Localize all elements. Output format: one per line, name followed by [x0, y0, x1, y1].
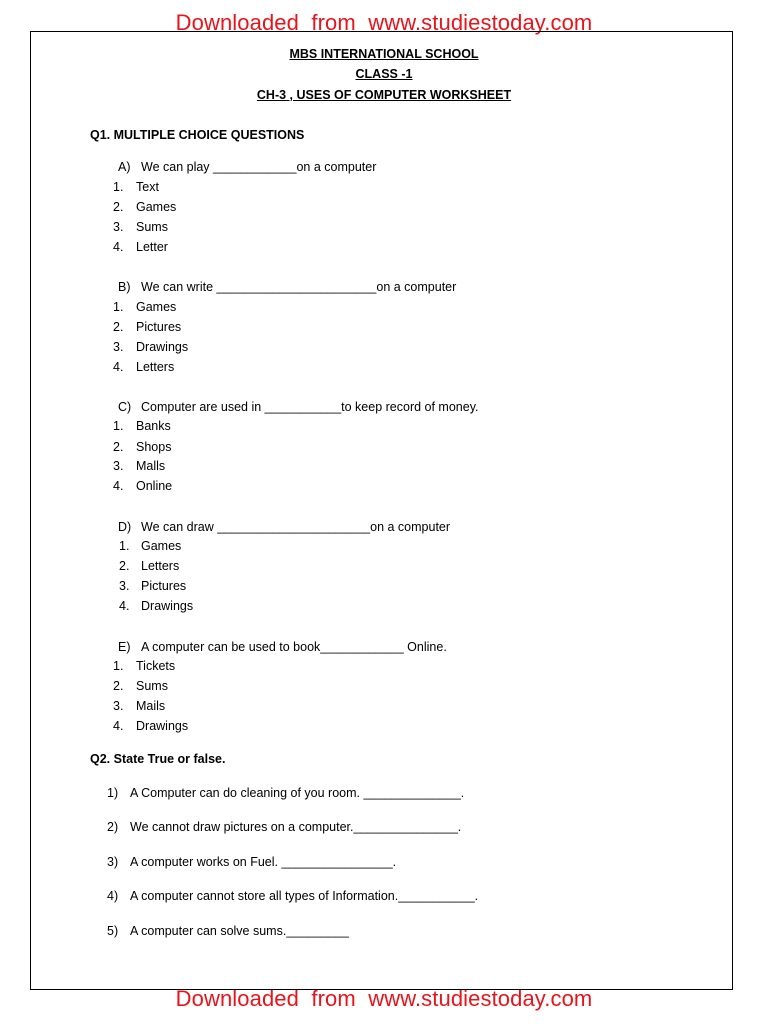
statement-text: A computer cannot store all types of Information.___________.	[130, 889, 479, 903]
option-number: 4.	[113, 240, 124, 254]
option-number: 1.	[113, 659, 124, 673]
option-number: 1.	[119, 539, 130, 553]
statement-text: A Computer can do cleaning of you room. ______________.	[130, 786, 465, 800]
option-number: 3.	[119, 579, 130, 593]
statement-text: We cannot draw pictures on a computer._______________.	[130, 820, 462, 834]
question-text: We can draw ______________________on a computer	[141, 520, 451, 534]
statement-text: A computer works on Fuel. ________________.	[130, 855, 397, 869]
option-number: 3.	[113, 340, 124, 354]
question-label: E)	[118, 640, 131, 654]
option-number: 1.	[113, 180, 124, 194]
option-text: Games	[141, 539, 182, 553]
question-label: D)	[118, 520, 132, 534]
option-number: 3.	[113, 220, 124, 234]
option-number: 4.	[113, 479, 124, 493]
q1-heading: Q1. MULTIPLE CHOICE QUESTIONS	[90, 128, 305, 142]
watermark-top: Downloaded from www.studiestoday.com	[175, 10, 593, 35]
option-text: Letter	[136, 240, 168, 254]
option-text: Letters	[136, 360, 175, 374]
option-text: Online	[136, 479, 173, 493]
option-number: 1.	[113, 300, 124, 314]
option-number: 1.	[113, 419, 124, 433]
question-label: B)	[118, 280, 131, 294]
option-text: Sums	[136, 679, 168, 693]
statement-number: 3)	[107, 855, 119, 869]
option-text: Games	[136, 300, 177, 314]
option-number: 4.	[119, 599, 130, 613]
option-text: Banks	[136, 419, 171, 433]
option-number: 3.	[113, 699, 124, 713]
option-number: 2.	[119, 559, 130, 573]
option-number: 2.	[113, 679, 124, 693]
question-text: We can play ____________on a computer	[141, 160, 377, 174]
option-number: 4.	[113, 719, 124, 733]
question-text: A computer can be used to book____________ Online.	[141, 640, 447, 654]
question-text: Computer are used in ___________to keep record of money.	[141, 400, 479, 414]
option-number: 2.	[113, 200, 124, 214]
school-name: MBS INTERNATIONAL SCHOOL	[289, 47, 479, 61]
option-text: Sums	[136, 220, 168, 234]
q2-heading: Q2. State True or false.	[90, 752, 226, 766]
question-label: C)	[118, 400, 132, 414]
option-number: 4.	[113, 360, 124, 374]
worksheet-title: CH-3 , USES OF COMPUTER WORKSHEET	[256, 88, 512, 102]
watermark-bottom: Downloaded from www.studiestoday.com	[175, 986, 593, 1011]
option-text: Text	[136, 180, 159, 194]
statement-number: 2)	[107, 820, 119, 834]
option-text: Drawings	[136, 340, 189, 354]
page-border-outer	[30, 31, 733, 990]
option-text: Games	[136, 200, 177, 214]
option-text: Letters	[141, 559, 180, 573]
statement-number: 5)	[107, 924, 119, 938]
option-number: 2.	[113, 320, 124, 334]
option-text: Malls	[136, 459, 166, 473]
option-text: Mails	[136, 699, 166, 713]
option-text: Tickets	[136, 659, 176, 673]
question-label: A)	[118, 160, 131, 174]
statement-number: 4)	[107, 889, 119, 903]
option-number: 2.	[113, 440, 124, 454]
class-label: CLASS -1	[355, 67, 413, 81]
option-number: 3.	[113, 459, 124, 473]
option-text: Pictures	[141, 579, 187, 593]
statement-text: A computer can solve sums._________	[130, 924, 349, 938]
option-text: Drawings	[141, 599, 194, 613]
option-text: Shops	[136, 440, 172, 454]
option-text: Drawings	[136, 719, 189, 733]
option-text: Pictures	[136, 320, 182, 334]
question-text: We can write _______________________on a computer	[141, 280, 457, 294]
statement-number: 1)	[107, 786, 119, 800]
